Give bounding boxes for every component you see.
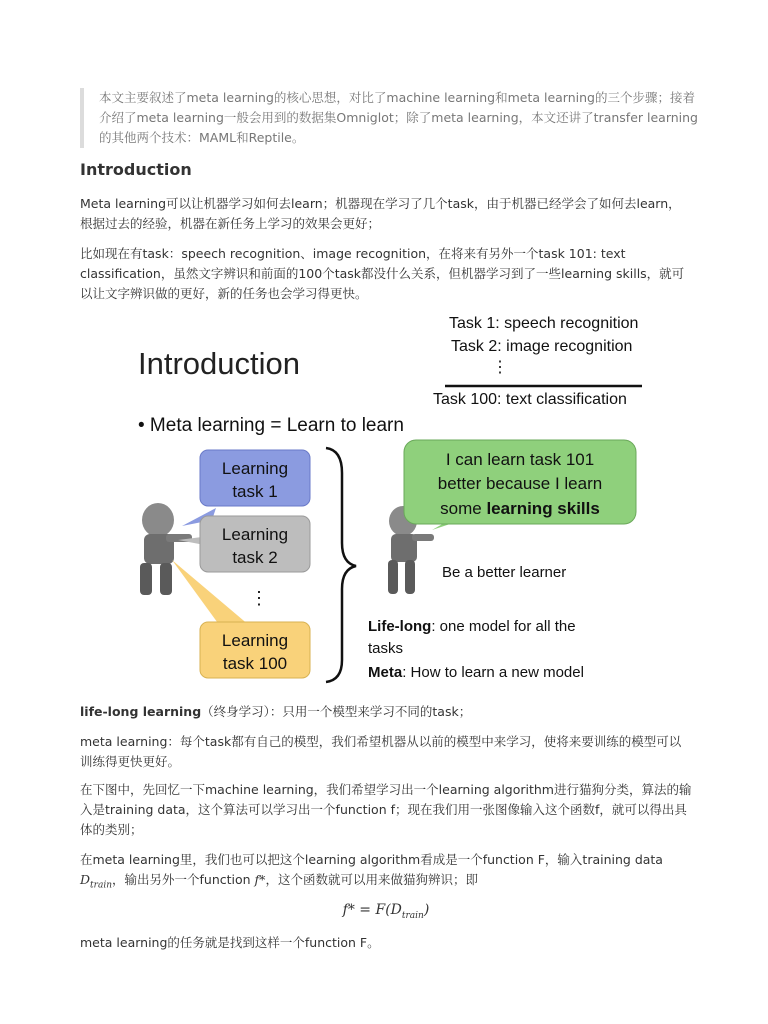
svg-text:task 1: task 1 <box>232 482 278 501</box>
paragraph-4 <box>80 850 692 896</box>
slide-dots: ⋮ <box>492 359 508 376</box>
svg-text:task 100: task 100 <box>222 654 288 673</box>
lifelong-slide-text-2: tasks <box>368 640 404 657</box>
slide-task2: Task 2: image recognition <box>451 338 633 355</box>
meta-slide-text: Meta: How to learn a new model <box>368 664 584 681</box>
p4-text-c: ，这个函数就可以用来做猫狗辨识；即 <box>265 872 478 887</box>
svg-text:better because I learn: better because I learn <box>437 474 603 493</box>
paragraph-2: 比如现在有task：speech recognition、image recognition，在将来有另外一个task 101: text classification，虽然文字辨识和前面的100个task都没什么关系，但机器学习到了一些learning skills，就可以让文字辨识做的更好，新的任务也会学习得更快。 <box>80 246 685 301</box>
svg-text:Learning: Learning <box>221 631 289 650</box>
slide-task100: Task 100: text classification <box>433 391 627 408</box>
d-train-symbol: $D_{train}$ <box>80 872 112 891</box>
meta-paragraph: meta learning：每个task都有自己的模型，我们希望机器从以前的模型中来学习，使将来要训练的模型可以训练得更快更好。 <box>80 734 682 769</box>
slide-bullet: • Meta learning = Learn to learn <box>138 415 404 436</box>
summary-text: 本文主要叙述了meta learning的核心思想，对比了machine learning和meta learning的三个步骤；接着介绍了meta learning一般会用到的数据集Omniglot；除了meta learning，本文还讲了transfer learning的其他两个技术：MAML和Reptile。 <box>99 90 698 145</box>
better-learner-text: Be a better learner <box>442 564 567 581</box>
intro-heading: Introduction <box>80 160 192 179</box>
svg-text:task 2: task 2 <box>232 548 278 567</box>
lifelong-text: （终身学习）：只用一个模型来学习不同的task； <box>201 704 472 719</box>
last-paragraph: meta learning的任务就是找到这样一个function F。 <box>80 935 380 950</box>
svg-text:some learning skills: some learning skills <box>440 499 600 518</box>
lifelong-term: life-long learning <box>80 704 202 719</box>
slide-title: Introduction <box>138 346 300 381</box>
p4-text-b: ，输出另外一个function <box>112 872 255 887</box>
svg-text:I can learn task 101: I can learn task 101 <box>445 450 595 469</box>
slide-task1: Task 1: speech recognition <box>449 315 639 332</box>
robot-left-icon <box>140 503 192 595</box>
svg-text:Learning: Learning <box>221 459 289 478</box>
svg-text:Learning: Learning <box>221 525 289 544</box>
lifelong-paragraph <box>80 702 692 722</box>
paragraph-1: Meta learning可以让机器学习如何去learn；机器现在学习了几个task，由于机器已经学会了如何去learn，根据过去的经验，机器在新任务上学习的效果会更好； <box>80 196 681 231</box>
p4-text-a: 在meta learning里，我们也可以把这个learning algorithm看成是一个function F，输入training data <box>80 852 663 867</box>
box-dots: ⋮ <box>250 588 268 608</box>
curly-brace <box>326 448 356 682</box>
intro-slide <box>120 308 660 688</box>
lifelong-slide-text: Life-long: one model for all the <box>368 618 576 635</box>
f-star-symbol: f* <box>254 872 266 887</box>
summary-blockquote <box>80 88 699 148</box>
paragraph-3: 在下图中，先回忆一下machine learning，我们希望学习出一个learning algorithm进行猫狗分类，算法的输入是training data，这个算法可以学习出一个function f；现在我们用一张图像输入这个函数f，就可以得出具体的类别； <box>80 782 692 837</box>
formula: $f* = F(D_{train})$ <box>342 902 430 921</box>
